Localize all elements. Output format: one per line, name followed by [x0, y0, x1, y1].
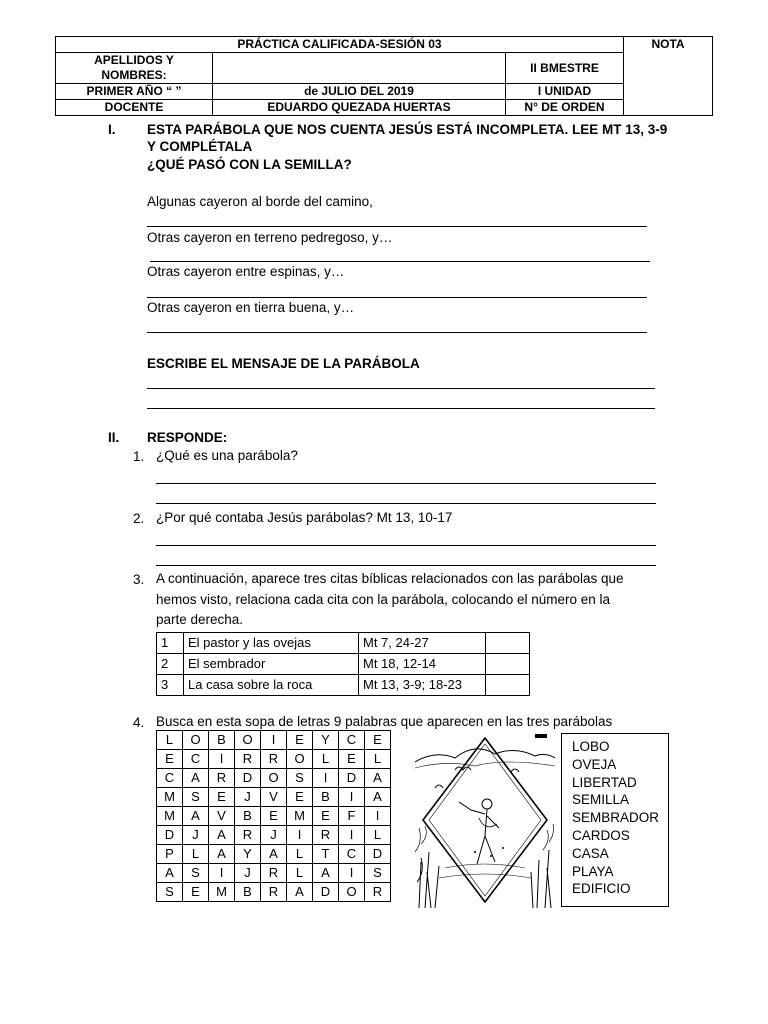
parable-name: El pastor y las ovejas	[184, 633, 359, 654]
grid-cell[interactable]: E	[209, 788, 235, 807]
parable-cite: Mt 18, 12-14	[359, 654, 486, 675]
section1-numeral: I.	[108, 122, 116, 137]
grid-cell[interactable]: A	[287, 883, 313, 902]
grid-cell[interactable]: J	[261, 826, 287, 845]
answer-line[interactable]	[156, 483, 656, 484]
grid-cell[interactable]: Y	[313, 731, 339, 750]
q3-number: 3.	[133, 572, 145, 587]
grid-cell[interactable]: A	[261, 845, 287, 864]
grid-cell[interactable]: I	[261, 731, 287, 750]
grid-cell[interactable]: L	[183, 845, 209, 864]
parable-number: 2	[157, 654, 184, 675]
grid-row	[157, 845, 391, 864]
prompt-2: Otras cayeron en terreno pedregoso, y…	[147, 230, 393, 245]
apellidos-field[interactable]	[213, 53, 506, 84]
grid-cell[interactable]: A	[209, 845, 235, 864]
answer-line[interactable]	[156, 503, 656, 504]
grid-cell[interactable]: S	[287, 769, 313, 788]
grid-row	[157, 883, 391, 902]
unidad-label: I UNIDAD	[506, 84, 624, 100]
word-list-item: PLAYA	[572, 863, 614, 879]
word-list-item: SEMILLA	[572, 792, 630, 808]
message-title: ESCRIBE EL MENSAJE DE LA PARÁBOLA	[147, 356, 420, 371]
grid-cell[interactable]: B	[209, 731, 235, 750]
grid-cell[interactable]: A	[183, 807, 209, 826]
table-row	[157, 633, 530, 654]
q2-number: 2.	[133, 511, 145, 526]
grid-cell[interactable]: C	[183, 750, 209, 769]
parables-table	[156, 632, 530, 696]
word-list-item: LIBERTAD	[572, 774, 637, 790]
word-list-item: LOBO	[572, 739, 610, 754]
grid-cell[interactable]: S	[183, 788, 209, 807]
grid-cell[interactable]: M	[157, 807, 183, 826]
q4-text: Busca en esta sopa de letras 9 palabras que aparecen en las tres parábolas	[156, 714, 613, 729]
parable-number: 1	[157, 633, 184, 654]
q1-number: 1.	[133, 449, 145, 464]
grid-cell[interactable]: E	[313, 807, 339, 826]
word-list-item: SEMBRADOR	[572, 810, 660, 826]
parable-number: 3	[157, 675, 184, 696]
grid-cell[interactable]: A	[313, 864, 339, 883]
grid-row	[157, 807, 391, 826]
prompt-3: Otras cayeron entre espinas, y…	[147, 264, 345, 279]
grid-row	[157, 769, 391, 788]
grid-cell[interactable]: J	[183, 826, 209, 845]
header-table	[55, 36, 713, 116]
grid-cell[interactable]: I	[339, 864, 365, 883]
grid-cell[interactable]: I	[339, 788, 365, 807]
grid-cell[interactable]: V	[261, 788, 287, 807]
docente-label: DOCENTE	[56, 100, 213, 116]
grid-row	[157, 750, 391, 769]
grid-cell[interactable]: D	[313, 883, 339, 902]
grid-cell[interactable]: V	[209, 807, 235, 826]
grid-cell[interactable]: S	[365, 864, 391, 883]
grid-cell[interactable]: D	[235, 769, 261, 788]
grid-cell[interactable]: A	[209, 826, 235, 845]
grid-cell[interactable]: C	[157, 769, 183, 788]
grid-cell[interactable]: R	[235, 826, 261, 845]
grid-cell[interactable]: O	[183, 731, 209, 750]
grid-cell[interactable]: I	[339, 826, 365, 845]
parable-cite: Mt 7, 24-27	[359, 633, 486, 654]
grid-cell[interactable]: B	[235, 883, 261, 902]
q4-number: 4.	[133, 715, 145, 730]
grid-cell[interactable]: E	[339, 750, 365, 769]
grid-cell[interactable]: D	[365, 845, 391, 864]
grid-cell[interactable]: L	[287, 864, 313, 883]
grid-cell[interactable]: E	[261, 807, 287, 826]
grid-row	[157, 788, 391, 807]
grid-cell[interactable]: O	[261, 769, 287, 788]
primer-label: PRIMER AÑO “ ”	[56, 84, 213, 100]
grid-cell[interactable]: R	[365, 883, 391, 902]
parable-answer-cell[interactable]	[486, 675, 530, 696]
table-row	[157, 675, 530, 696]
sower-illustration	[415, 732, 555, 908]
nota-cell: NOTA	[624, 37, 713, 116]
grid-row	[157, 731, 391, 750]
grid-cell[interactable]: E	[287, 788, 313, 807]
grid-cell[interactable]: R	[235, 750, 261, 769]
grid-cell[interactable]: A	[365, 769, 391, 788]
section1-question: ¿QUÉ PASÓ CON LA SEMILLA?	[147, 157, 352, 172]
grid-cell[interactable]: D	[339, 769, 365, 788]
answer-line[interactable]	[156, 565, 656, 566]
grid-cell[interactable]: P	[157, 845, 183, 864]
section2-title: RESPONDE:	[147, 430, 228, 445]
grid-cell[interactable]: O	[287, 750, 313, 769]
word-list-item: CARDOS	[572, 827, 630, 843]
q3-line2: hemos visto, relaciona cada cita con la parábola, colocando el número en la	[156, 592, 611, 607]
grid-cell[interactable]: L	[365, 750, 391, 769]
grid-cell[interactable]: S	[157, 883, 183, 902]
word-search-grid	[156, 730, 391, 902]
answer-line[interactable]	[147, 226, 647, 227]
header-title: PRÁCTICA CALIFICADA-SESIÓN 03	[56, 37, 624, 53]
parable-answer-cell[interactable]	[486, 633, 530, 654]
grid-cell[interactable]: B	[235, 807, 261, 826]
section2-numeral: II.	[108, 430, 120, 445]
grid-cell[interactable]: Y	[235, 845, 261, 864]
grid-cell[interactable]: J	[235, 864, 261, 883]
prompt-1: Algunas cayeron al borde del camino,	[147, 194, 373, 209]
grid-cell[interactable]: R	[261, 750, 287, 769]
parable-name: La casa sobre la roca	[184, 675, 359, 696]
grid-cell[interactable]: E	[365, 731, 391, 750]
grid-cell[interactable]: R	[313, 826, 339, 845]
table-row	[157, 654, 530, 675]
answer-line[interactable]	[156, 545, 656, 546]
grid-cell[interactable]: C	[339, 845, 365, 864]
grid-cell[interactable]: T	[313, 845, 339, 864]
fecha-label: de JULIO DEL 2019	[213, 84, 506, 100]
grid-cell[interactable]: R	[209, 769, 235, 788]
grid-cell[interactable]: O	[339, 883, 365, 902]
answer-line[interactable]	[147, 332, 647, 333]
word-list-item: OVEJA	[572, 756, 617, 772]
q3-line3: parte derecha.	[156, 612, 244, 627]
prompt-4: Otras cayeron en tierra buena, y…	[147, 300, 355, 315]
grid-cell[interactable]: I	[287, 826, 313, 845]
word-list-item: CASA	[572, 845, 609, 861]
grid-cell[interactable]: I	[209, 864, 235, 883]
answer-line[interactable]	[147, 408, 655, 409]
grid-cell[interactable]: S	[183, 864, 209, 883]
q1-text: ¿Qué es una parábola?	[156, 448, 298, 463]
grid-cell[interactable]: L	[313, 750, 339, 769]
answer-line[interactable]	[147, 297, 647, 298]
orden-label: N° DE ORDEN	[506, 100, 624, 116]
section1-title-line1: ESTA PARÁBOLA QUE NOS CUENTA JESÚS ESTÁ INCOMPLETA. LEE MT 13, 3-9	[147, 122, 668, 137]
grid-cell[interactable]: E	[287, 731, 313, 750]
answer-line[interactable]	[150, 261, 650, 262]
grid-cell[interactable]: R	[261, 883, 287, 902]
grid-cell[interactable]: L	[157, 731, 183, 750]
parable-answer-cell[interactable]	[486, 654, 530, 675]
word-list-box	[561, 733, 669, 907]
grid-cell[interactable]: E	[183, 883, 209, 902]
grid-cell[interactable]: L	[287, 845, 313, 864]
grid-cell[interactable]: I	[209, 750, 235, 769]
grid-cell[interactable]: E	[157, 750, 183, 769]
grid-cell[interactable]: R	[261, 864, 287, 883]
parable-name: El sembrador	[184, 654, 359, 675]
grid-cell[interactable]: J	[235, 788, 261, 807]
grid-cell[interactable]: F	[339, 807, 365, 826]
answer-line[interactable]	[147, 388, 655, 389]
grid-cell[interactable]: I	[313, 769, 339, 788]
parable-cite: Mt 13, 3-9; 18-23	[359, 675, 486, 696]
apellidos-label: APELLIDOS Y NOMBRES:	[56, 53, 213, 84]
grid-cell[interactable]: L	[365, 826, 391, 845]
docente-name: EDUARDO QUEZADA HUERTAS	[213, 100, 506, 116]
grid-cell[interactable]: C	[339, 731, 365, 750]
grid-cell[interactable]: D	[157, 826, 183, 845]
grid-cell[interactable]: I	[365, 807, 391, 826]
word-list-item: EDIFICIO	[572, 881, 631, 897]
grid-cell[interactable]: O	[235, 731, 261, 750]
grid-cell[interactable]: A	[365, 788, 391, 807]
grid-cell[interactable]: M	[287, 807, 313, 826]
section1-title-line2: Y COMPLÉTALA	[147, 139, 253, 154]
grid-cell[interactable]: A	[183, 769, 209, 788]
grid-cell[interactable]: A	[157, 864, 183, 883]
q3-line1: A continuación, aparece tres citas bíblicas relacionados con las parábolas que	[156, 571, 624, 586]
grid-row	[157, 864, 391, 883]
grid-cell[interactable]: M	[209, 883, 235, 902]
grid-row	[157, 826, 391, 845]
q2-text: ¿Por qué contaba Jesús parábolas? Mt 13, 10-17	[156, 510, 453, 525]
grid-cell[interactable]: M	[157, 788, 183, 807]
grid-cell[interactable]: B	[313, 788, 339, 807]
bimestre-label: II BMESTRE	[506, 53, 624, 84]
